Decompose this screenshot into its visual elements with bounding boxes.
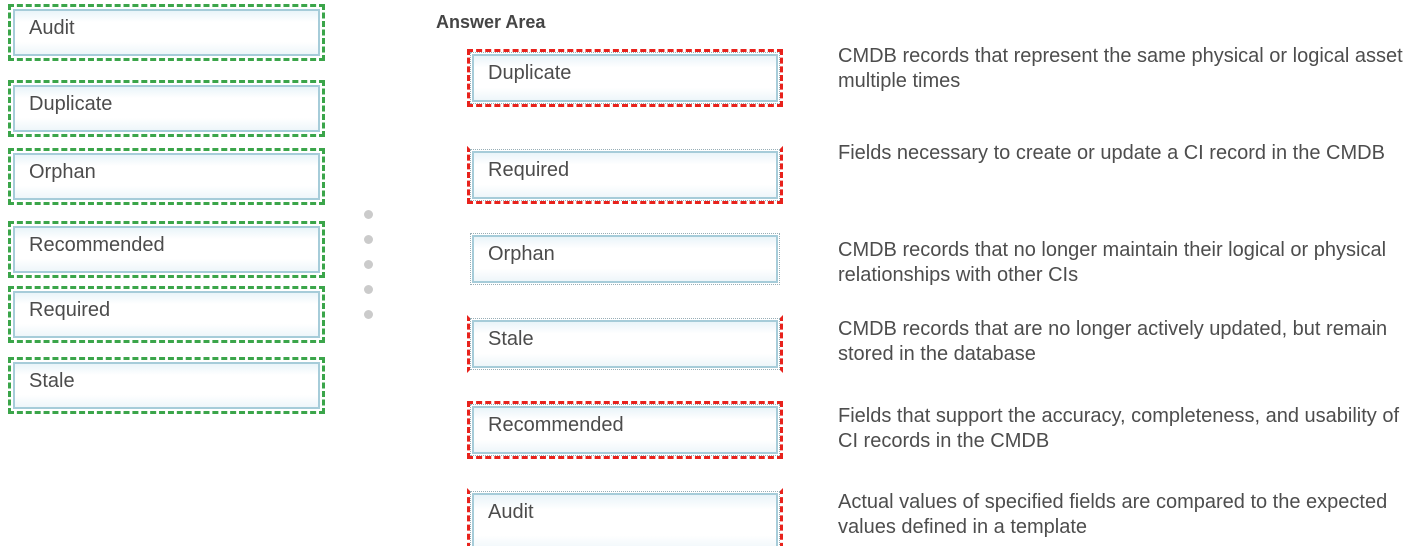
match-description-recommended: Fields that support the accuracy, completeness, and usability of CI records in the CMDB xyxy=(838,405,1400,452)
match-description-stale: CMDB records that are no longer actively updated, but remain stored in the database xyxy=(838,318,1388,365)
answer-slot-recommended[interactable] xyxy=(467,401,783,459)
drag-dots-indicator xyxy=(364,210,373,335)
dot-icon xyxy=(364,285,373,294)
drag-source-label: Duplicate xyxy=(13,85,320,132)
answer-slot-audit[interactable] xyxy=(467,488,783,546)
answer-slot-stale[interactable] xyxy=(467,315,783,373)
drag-source-label: Recommended xyxy=(13,226,320,273)
answer-area-title: Answer Area xyxy=(436,12,546,32)
match-description-duplicate: CMDB records that represent the same physical or logical asset multiple times xyxy=(838,45,1403,92)
drag-source-label: Stale xyxy=(13,362,320,409)
answer-token-label: Stale xyxy=(472,320,778,368)
match-description-required: Fields necessary to create or update a CI record in the CMDB xyxy=(838,142,1385,164)
drag-source-required[interactable] xyxy=(8,286,325,343)
answer-slot-orphan[interactable] xyxy=(467,230,783,288)
dot-icon xyxy=(364,235,373,244)
answer-slot-duplicate[interactable] xyxy=(467,49,783,107)
drag-source-label: Orphan xyxy=(13,153,320,200)
drag-source-stale[interactable] xyxy=(8,357,325,414)
answer-token-label: Orphan xyxy=(472,235,778,283)
drag-source-recommended[interactable] xyxy=(8,221,325,278)
dot-icon xyxy=(364,210,373,219)
answer-token-label: Audit xyxy=(472,493,778,546)
drag-source-audit[interactable] xyxy=(8,4,325,61)
answer-token-label: Recommended xyxy=(472,406,778,454)
drag-source-orphan[interactable] xyxy=(8,148,325,205)
dot-icon xyxy=(364,260,373,269)
drag-source-duplicate[interactable] xyxy=(8,80,325,137)
answer-slot-required[interactable] xyxy=(467,146,783,204)
match-description-orphan: CMDB records that no longer maintain their logical or physical relationships with other CIs xyxy=(838,239,1387,286)
match-description-audit: Actual values of specified fields are compared to the expected values defined in a template xyxy=(838,491,1388,538)
answer-token-label: Duplicate xyxy=(472,54,778,102)
drag-source-label: Audit xyxy=(13,9,320,56)
answer-token-label: Required xyxy=(472,151,778,199)
drag-source-label: Required xyxy=(13,291,320,338)
dot-icon xyxy=(364,310,373,319)
